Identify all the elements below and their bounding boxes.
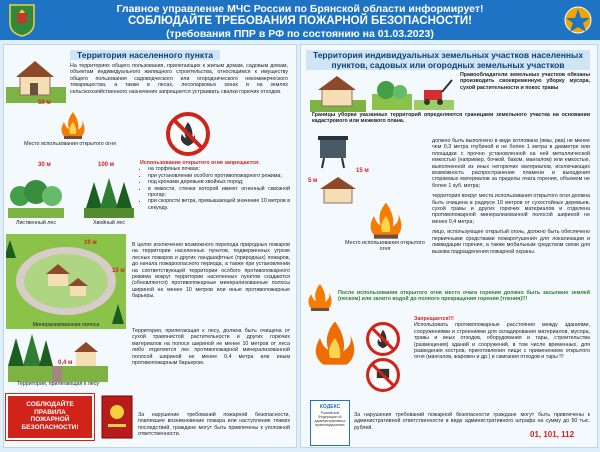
conifer-label: Хвойный лес bbox=[92, 220, 126, 226]
left-forest-text: Территория, прилегающая к лесу, должна быть очищена от сухой травянистой растительности и других горючих материалов на полосе шириной не менее 10 метров от леса либо отделяется лес противопожарной минерализованной полосой шириной не менее 0,4 метра или иным противопожарным барьером. bbox=[132, 328, 290, 367]
left-fire-label: Место использования открытого огня bbox=[24, 141, 116, 147]
left-protect-text: В целях исключения возможного перехода природных пожаров на территории населенных пунктов, подверженных угрозе лесных пожаров и других ландшафтных (природных) пожаров, до начала пожароопасного периода, а также при установлении на соответствующей территории особого противопожарного режима вокруг территории населенных пунктов создаются (обновляются) противопожарные минерализованные полосы шириной не менее 10 метров или иные противопожарные барьеры. bbox=[132, 242, 290, 300]
deciduous-forest-icon bbox=[8, 178, 64, 218]
right-section-title: Территория индивидуальных земельных участков населенных пунктов, садовых или огородных земельных участков bbox=[306, 50, 590, 70]
campfire-icon bbox=[310, 318, 360, 368]
no-open-fire-sign-icon bbox=[366, 322, 400, 356]
prohibited-item: • при скорости ветра, превышающей значение 10 метров в секунду. bbox=[148, 198, 290, 211]
banner-text: ПОЖАРНОЙ bbox=[30, 416, 70, 423]
fire-safety-banner bbox=[6, 394, 94, 440]
no-grill-sign-icon bbox=[366, 358, 400, 392]
dist-30m-label: 30 м bbox=[38, 162, 51, 168]
banner-text: БЕЗОПАСНОСТИ! bbox=[21, 423, 79, 431]
banner-text: СОБЛЮДАЙТЕ bbox=[26, 401, 74, 408]
mineral-strip-label: Минерализованная полоса bbox=[32, 322, 100, 328]
book-title: КОДЕКС bbox=[319, 404, 341, 410]
dist-50m-label: 50 м bbox=[38, 100, 51, 106]
emercom-emblem-icon bbox=[564, 3, 592, 37]
conifer-forest-icon bbox=[84, 178, 134, 218]
emergency-phones: 01, 101, 112 bbox=[530, 430, 575, 439]
header-banner bbox=[0, 0, 600, 40]
admin-code-book bbox=[310, 400, 350, 446]
prohibited-item: • при установлении особого противопожарного режима; bbox=[148, 173, 290, 179]
campfire-icon bbox=[366, 200, 406, 240]
deciduous-label: Лиственный лес bbox=[16, 220, 56, 226]
garden-plot-icon bbox=[372, 78, 412, 110]
after-use-text: После использования открытого огня место очага горения должно быть засыпано землей (песком) или залито водой до полного прекращения горения (тления)!!! bbox=[338, 290, 590, 303]
forest-edge-icon bbox=[8, 332, 108, 382]
banner-text: ПРАВИЛА bbox=[34, 408, 66, 416]
forbidden-title: Запрещается!!! bbox=[414, 316, 454, 322]
grill-barrel-icon bbox=[316, 130, 350, 170]
no-open-fire-sign-icon bbox=[166, 112, 210, 156]
house-icon bbox=[6, 55, 66, 103]
house-icon bbox=[316, 175, 362, 205]
header-line-3: (требования ППР в РФ по состоянию на 01.03.2023) bbox=[166, 28, 434, 40]
adjacent-forest-label: Территория, прилегающая к лесу bbox=[16, 381, 100, 387]
criminal-code-book-icon bbox=[100, 394, 134, 440]
prohibited-item: • на торфяных почвах; bbox=[148, 166, 290, 172]
left-intro-text: На территориях общего пользования, прилегающих к жилым домам, садовым домам, объектам индивидуального жилищного строительства, относящимся к имуществу общего пользования садоводческого или огороднического некоммерческого товарищества, а также в лесах, лесопарковых зонах и на землях сельскохозяйственного назначения запрещается устраивать свалки горючих отходов. bbox=[70, 63, 288, 95]
settlement-buffer-diagram bbox=[6, 234, 126, 329]
campfire-icon bbox=[60, 110, 86, 140]
left-section-title: Территория населенного пункта bbox=[70, 50, 220, 60]
dist-100m-label: 100 м bbox=[98, 162, 115, 168]
forbidden-block bbox=[414, 316, 590, 361]
lawn-mower-icon bbox=[414, 78, 454, 110]
header-line-1: Главное управление МЧС России по Брянской области информирует! bbox=[116, 3, 484, 15]
campfire-icon bbox=[306, 282, 334, 312]
right-requirements bbox=[432, 138, 590, 255]
dist-10m-label: 10 м bbox=[112, 268, 125, 274]
dist-10m-label: 10 м bbox=[84, 240, 97, 246]
forbidden-text: Использовать противопожарные расстояния между зданиями, сооружениями и строениями для складирования материалов, мусора, травы и иных отходов, оборудования и тары, строительства (размещения) зданий и сооружений, в том числе временных, для разведения костров, приготовления пищи с применением открытого огня (мангалов, жаровен и др.) и сжигания отходов и тары !!! bbox=[414, 322, 590, 361]
dist-04m-label: 0,4 м bbox=[58, 360, 73, 366]
borders-text: Границы уборки указанных территорий определяются границами земельного участка на основании кадастрового или межевого плана. bbox=[312, 112, 590, 125]
right-fire-label: Место использования открытого огня bbox=[345, 240, 425, 252]
requirement-item: лицо, использующее открытый огонь, должно быть обеспечено первичными средствами пожаротушения для локализации и ликвидации горения, а также мобильным средством связи для вызова подразделения пожарной охраны. bbox=[432, 229, 590, 255]
dist-5m-label: 5 м bbox=[308, 178, 318, 184]
prohibited-item: • под кронами деревьев хвойных пород; bbox=[148, 179, 290, 185]
prohibited-block bbox=[140, 160, 290, 211]
requirement-item: территория вокруг места использования открытого огня должна быть очищена в радиусе 10 метров от сухостойных деревьев, сухой травы и других горючих материалов и отделена противопожарной минерализованной полосой шириной не менее 0,4 метра; bbox=[432, 193, 590, 225]
bryansk-coat-of-arms-icon bbox=[8, 3, 36, 37]
house-icon bbox=[310, 72, 366, 112]
left-violation-text: За нарушение требований пожарной безопасности, повлекшее возникновение пожара или наступление тяжких последствий, граждане могут быть привлечены к уголовной ответственности. bbox=[138, 412, 290, 438]
prohibited-title: Использование открытого огня запрещается: bbox=[140, 160, 260, 166]
right-violation-text: За нарушения требований пожарной безопасности граждане могут быть привлечены к административной ответственности в виде административного штрафа на сумму до 50 тыс. рублей. bbox=[354, 412, 590, 431]
prohibited-item: • в емкости, стенки которой имеют огненный сквозной прогар; bbox=[148, 186, 290, 199]
header-line-2: СОБЛЮДАЙТЕ ТРЕБОВАНИЯ ПОЖАРНОЙ БЕЗОПАСНОСТИ! bbox=[128, 15, 472, 27]
book-subtitle: Российской Федерации об административных правонарушениях bbox=[314, 411, 346, 427]
owners-text: Правообладатели земельных участков обязаны производить своевременную уборку мусора, сухой растительности и покос травы bbox=[460, 72, 590, 91]
dist-15m-label: 15 м bbox=[356, 168, 369, 174]
requirement-item: должно быть выполнено в виде котлована (ямы, рва) не менее чем 0,3 метра глубиной и не более 1 метра в диаметре или площадки с прочно установленной на ней металлической емкостью (например, бочкой, баком, мангалом) или емкостью, выполненной из иных негорючих материалов, исключающих возможность распространения пламени и выпадения сгораемых материалов за пределы очага горения, объемом не более 1 куб. метра; bbox=[432, 138, 590, 189]
